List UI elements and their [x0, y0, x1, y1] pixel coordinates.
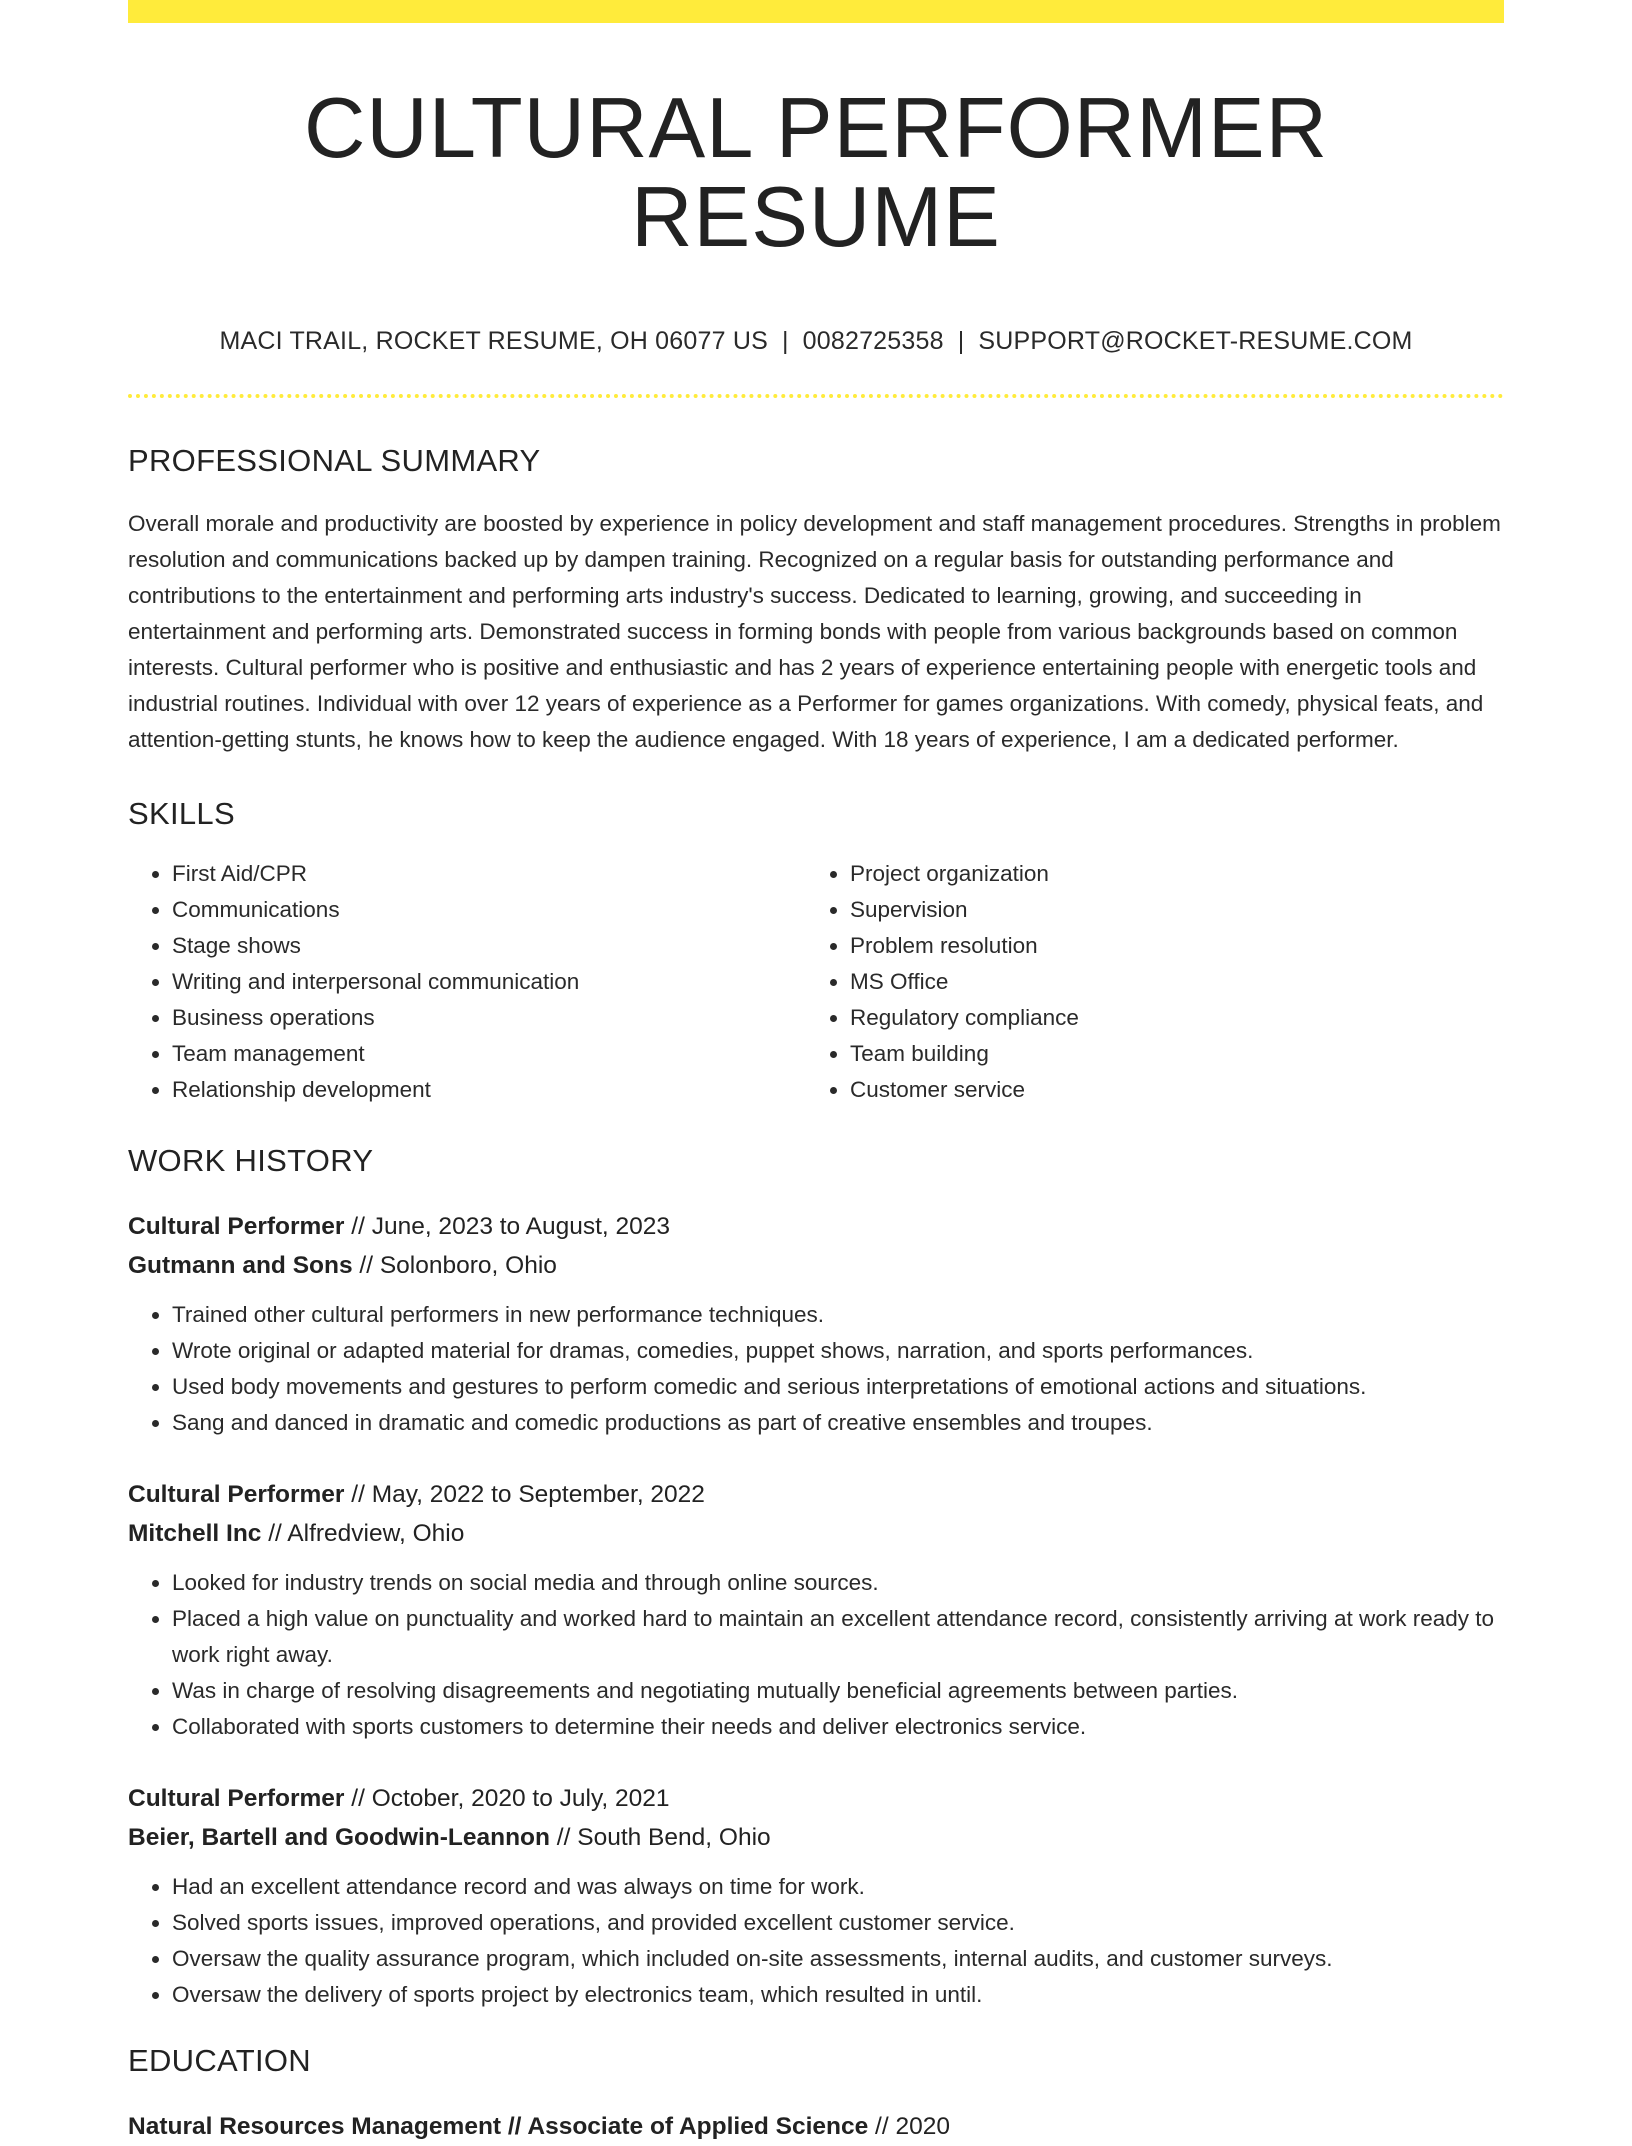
- skill-item: • Business operations: [172, 1000, 806, 1036]
- job-title: Cultural Performer: [128, 1784, 345, 1812]
- job-company: Gutmann and Sons: [128, 1251, 353, 1279]
- job-bullet-list: [128, 1869, 1504, 2013]
- header-divider: [128, 394, 1504, 398]
- contact-separator: |: [957, 326, 965, 355]
- skill-item: • Project organization: [850, 856, 1484, 892]
- job-company: Beier, Bartell and Goodwin-Leannon: [128, 1823, 550, 1851]
- job-location: // Alfredview, Ohio: [261, 1519, 465, 1547]
- job-company-line: [128, 1514, 1504, 1553]
- job-entry: [128, 1207, 1504, 1441]
- summary-text: Overall morale and productivity are boosted by experience in policy development and staff management procedures. Strengths in problem resolution and communications backed up by dampen training. Recognized on a regular basis for outstanding performance and contributions to the entertainment and performing arts industry's success. Dedicated to learning, growing, and succeeding in entertainment and performing arts. Demonstrated success in forming bonds with people from various backgrounds based on common interests. Cultural performer who is positive and enthusiastic and has 2 years of experience entertaining people with energetic tools and industrial routines. Individual with over 12 years of experience as a Performer for games organizations. With comedy, physical feats, and attention-getting stunts, he knows how to keep the audience engaged. With 18 years of experience, I am a dedicated performer.: [128, 510, 1501, 752]
- job-bullet: • Sang and danced in dramatic and comedic productions as part of creative ensembles and troupes.: [172, 1405, 1504, 1441]
- job-bullet-list: [128, 1565, 1504, 1745]
- job-title: Cultural Performer: [128, 1212, 345, 1240]
- contact-address: MACI TRAIL, ROCKET RESUME, OH 06077 US: [219, 326, 768, 355]
- job-bullet: • Collaborated with sports customers to determine their needs and deliver electronics service.: [172, 1709, 1504, 1745]
- skill-item: • MS Office: [850, 964, 1484, 1000]
- job-bullet-list: [128, 1297, 1504, 1441]
- skill-item: • Customer service: [850, 1072, 1484, 1108]
- skill-item: • Relationship development: [172, 1072, 806, 1108]
- job-company-line: [128, 1818, 1504, 1857]
- summary-heading: PROFESSIONAL SUMMARY: [128, 442, 541, 478]
- contact-phone: 0082725358: [802, 326, 944, 355]
- resume-page: [128, 0, 1504, 2146]
- education-degree: Natural Resources Management // Associate of Applied Science: [128, 2112, 869, 2140]
- job-company-line: [128, 1246, 1504, 1285]
- job-location: // South Bend, Ohio: [550, 1823, 771, 1851]
- skills-list-right: [806, 856, 1484, 1108]
- job-bullet: • Wrote original or adapted material for dramas, comedies, puppet shows, narration, and sports performances.: [172, 1333, 1504, 1369]
- education-entry: [128, 2107, 1504, 2146]
- top-accent-bar: [128, 0, 1504, 23]
- skill-item: • Regulatory compliance: [850, 1000, 1484, 1036]
- skill-item: • First Aid/CPR: [172, 856, 806, 892]
- job-dates: // May, 2022 to September, 2022: [344, 1480, 705, 1508]
- job-bullet: • Oversaw the delivery of sports project by electronics team, which resulted in until.: [172, 1977, 1504, 2013]
- job-company: Mitchell Inc: [128, 1519, 262, 1547]
- job-bullet: • Used body movements and gestures to perform comedic and serious interpretations of emotional actions and situations.: [172, 1369, 1504, 1405]
- contact-email: SUPPORT@ROCKET-RESUME.COM: [978, 326, 1413, 355]
- skills-heading: SKILLS: [128, 795, 235, 831]
- job-bullet: • Was in charge of resolving disagreements and negotiating mutually beneficial agreements between parties.: [172, 1673, 1504, 1709]
- education-heading: EDUCATION: [128, 2042, 311, 2078]
- skill-item: • Writing and interpersonal communication: [172, 964, 806, 1000]
- job-bullet: • Solved sports issues, improved operations, and provided excellent customer service.: [172, 1905, 1504, 1941]
- job-title: Cultural Performer: [128, 1480, 345, 1508]
- job-entry: [128, 1475, 1504, 1745]
- job-location: // Solonboro, Ohio: [352, 1251, 557, 1279]
- job-dates: // June, 2023 to August, 2023: [344, 1212, 671, 1240]
- job-bullet: • Trained other cultural performers in new performance techniques.: [172, 1297, 1504, 1333]
- skill-item: • Communications: [172, 892, 806, 928]
- resume-title: CULTURAL PERFORMER RESUME: [304, 81, 1328, 266]
- contact-separator: |: [781, 326, 789, 355]
- job-title-line: [128, 1475, 1504, 1514]
- job-dates: // October, 2020 to July, 2021: [344, 1784, 670, 1812]
- education-year: // 2020: [868, 2112, 950, 2140]
- job-bullet: • Placed a high value on punctuality and worked hard to maintain an excellent attendance record, consistently arriving at work ready to work right away.: [172, 1601, 1504, 1673]
- job-bullet: • Oversaw the quality assurance program, which included on-site assessments, internal audits, and customer surveys.: [172, 1941, 1504, 1977]
- skill-item: • Team management: [172, 1036, 806, 1072]
- skill-item: • Team building: [850, 1036, 1484, 1072]
- skill-item: • Supervision: [850, 892, 1484, 928]
- skill-item: • Stage shows: [172, 928, 806, 964]
- job-title-line: [128, 1207, 1504, 1246]
- skill-item: • Problem resolution: [850, 928, 1484, 964]
- job-entry: [128, 1779, 1504, 2013]
- skills-grid: [128, 856, 1504, 1108]
- job-bullet: • Had an excellent attendance record and was always on time for work.: [172, 1869, 1504, 1905]
- job-bullet: • Looked for industry trends on social media and through online sources.: [172, 1565, 1504, 1601]
- skills-list-left: [128, 856, 806, 1108]
- work-history-heading: WORK HISTORY: [128, 1142, 374, 1178]
- job-title-line: [128, 1779, 1504, 1818]
- contact-line: [128, 327, 1504, 356]
